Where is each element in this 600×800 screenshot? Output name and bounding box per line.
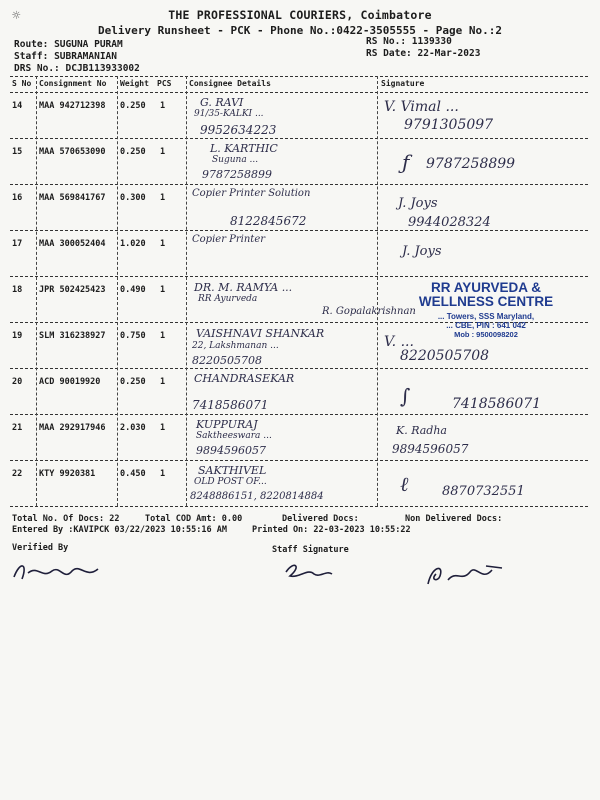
receiver-phone: 9894596057 bbox=[392, 442, 469, 456]
verified-by-signature-icon bbox=[8, 555, 108, 589]
consignee-name: SAKTHIVEL bbox=[198, 464, 267, 477]
consignee-phone: 9894596057 bbox=[196, 444, 266, 457]
row-consignment-no: MAA 300052404 bbox=[39, 239, 106, 249]
consignee-address: Saktheeswara ... bbox=[196, 431, 272, 441]
receiver-phone: 8870732551 bbox=[442, 484, 525, 499]
column-divider bbox=[117, 76, 118, 506]
row-consignment-no: KTY 9920381 bbox=[39, 469, 96, 479]
rs-date-label: RS Date: bbox=[366, 48, 412, 59]
signature-scribble-icon: ∫ bbox=[400, 384, 411, 408]
row-pcs: 1 bbox=[160, 147, 166, 157]
consignee-phone: 8248886151, 8220814884 bbox=[190, 491, 324, 502]
document-title: THE PROFESSIONAL COURIERS, Coimbatore bbox=[168, 8, 432, 22]
route-label: Route: bbox=[14, 39, 49, 50]
consignee-address: 91/35-KALKI ... bbox=[194, 109, 264, 119]
consignee-address: Suguna ... bbox=[212, 155, 259, 165]
column-header-consignee: Consignee Details bbox=[189, 79, 271, 88]
row-consignment-no: SLM 316238927 bbox=[39, 331, 106, 341]
stamp-line: Mob : 9500098202 bbox=[454, 330, 518, 339]
row-pcs: 1 bbox=[160, 423, 166, 433]
table-rule-top bbox=[10, 76, 588, 77]
staff-signature-label: Staff Signature bbox=[272, 545, 349, 555]
row-sno: 17 bbox=[12, 239, 23, 249]
route-value: SUGUNA PURAM bbox=[54, 39, 123, 50]
column-divider bbox=[186, 76, 187, 506]
stamp-line: WELLNESS CENTRE bbox=[418, 294, 554, 309]
receiver-phone: 8220505708 bbox=[400, 348, 490, 364]
column-header-sno: S No bbox=[12, 79, 32, 88]
row-pcs: 1 bbox=[160, 101, 166, 111]
receiver-phone: 9944028324 bbox=[408, 215, 491, 230]
row-pcs: 1 bbox=[160, 285, 166, 295]
row-consignment-no: MAA 942712398 bbox=[39, 101, 106, 111]
consignee-name: Copier Printer Solution bbox=[192, 188, 311, 199]
row-consignment-no: MAA 569841767 bbox=[39, 193, 106, 203]
row-pcs: 1 bbox=[160, 377, 166, 387]
receiver-phone: 9787258899 bbox=[426, 156, 516, 172]
row-sno: 22 bbox=[12, 469, 23, 479]
consignee-address: RR Ayurveda bbox=[198, 294, 258, 304]
stamp-line: RR AYURVEDA & bbox=[430, 280, 542, 295]
row-consignment-no: JPR 502425423 bbox=[39, 285, 106, 295]
non-delivered-docs: Non Delivered Docs: bbox=[405, 514, 503, 524]
column-header-pcs: PCS bbox=[157, 79, 172, 88]
row-pcs: 1 bbox=[160, 239, 166, 249]
consignee-address: OLD POST OF... bbox=[194, 477, 267, 487]
entered-by: Entered By :KAVIPCK 03/22/2023 10:55:16 AM bbox=[12, 525, 227, 535]
consignee-name: G. RAVI bbox=[200, 96, 244, 109]
row-consignment-no: MAA 570653090 bbox=[39, 147, 106, 157]
row-sno: 15 bbox=[12, 147, 23, 157]
receiver-signature-name: J. Joys bbox=[398, 196, 438, 211]
row-weight: 0.300 bbox=[120, 193, 146, 203]
row-weight: 0.750 bbox=[120, 331, 146, 341]
rs-no-label: RS No.: bbox=[366, 36, 407, 47]
staff-value: SUBRAMANIAN bbox=[54, 51, 117, 62]
row-sno: 18 bbox=[12, 285, 23, 295]
column-header-consignment: Consignment No bbox=[39, 79, 107, 88]
consignee-name: DR. M. RAMYA ... bbox=[194, 281, 293, 294]
receiver-signature-name: R. Gopalakrishnan bbox=[322, 306, 416, 317]
total-docs: Total No. Of Docs: 22 bbox=[12, 514, 120, 524]
receiver-counter-signature-icon bbox=[422, 558, 512, 592]
table-rule bbox=[10, 276, 588, 277]
column-divider bbox=[377, 76, 378, 506]
table-rule bbox=[10, 460, 588, 461]
row-pcs: 1 bbox=[160, 331, 166, 341]
consignee-address: 22, Lakshmanan ... bbox=[192, 341, 279, 351]
receiver-phone: 9791305097 bbox=[404, 117, 494, 133]
row-weight: 1.020 bbox=[120, 239, 146, 249]
table-rule-header bbox=[10, 92, 588, 93]
row-sno: 16 bbox=[12, 193, 23, 203]
row-weight: 0.490 bbox=[120, 285, 146, 295]
column-header-signature: Signature bbox=[381, 79, 425, 88]
stamp-line: ... CBE, PIN : 641 042 bbox=[446, 321, 526, 330]
column-header-weight: Weight bbox=[120, 79, 149, 88]
table-rule bbox=[10, 230, 588, 231]
consignee-name: CHANDRASEKAR bbox=[194, 372, 295, 385]
table-rule bbox=[10, 414, 588, 415]
row-sno: 14 bbox=[12, 101, 23, 111]
receiver-signature-name: J. Joys bbox=[402, 244, 442, 259]
row-sno: 20 bbox=[12, 377, 23, 387]
row-pcs: 1 bbox=[160, 193, 166, 203]
row-weight: 0.250 bbox=[120, 101, 146, 111]
runsheet-meta-right bbox=[366, 36, 480, 60]
consignee-name: VAISHNAVI SHANKAR bbox=[196, 327, 325, 340]
receiver-signature-name: V. ... bbox=[384, 334, 414, 350]
consignee-name: L. KARTHIC bbox=[210, 142, 278, 155]
staff-signature-icon bbox=[278, 556, 338, 584]
column-divider bbox=[36, 76, 37, 506]
row-consignment-no: MAA 292917946 bbox=[39, 423, 106, 433]
row-pcs: 1 bbox=[160, 469, 166, 479]
row-sno: 19 bbox=[12, 331, 23, 341]
row-weight: 2.030 bbox=[120, 423, 146, 433]
receiver-phone: 7418586071 bbox=[452, 396, 542, 412]
verified-by-label: Verified By bbox=[12, 543, 69, 553]
signature-scribble-icon: ƒ bbox=[402, 150, 410, 174]
printed-on: Printed On: 22-03-2023 10:55:22 bbox=[252, 525, 411, 535]
row-weight: 0.450 bbox=[120, 469, 146, 479]
delivered-docs: Delivered Docs: bbox=[282, 514, 359, 524]
rs-date-value: 22-Mar-2023 bbox=[417, 48, 481, 59]
row-weight: 0.250 bbox=[120, 147, 146, 157]
consignee-phone: 9787258899 bbox=[202, 168, 272, 181]
consignee-phone: 9952634223 bbox=[200, 123, 277, 137]
consignee-name: Copier Printer bbox=[192, 234, 266, 245]
consignee-phone: 8220505708 bbox=[192, 354, 262, 367]
consignee-phone: 7418586071 bbox=[192, 398, 269, 412]
courier-logo-icon: ☼ bbox=[12, 8, 21, 24]
row-weight: 0.250 bbox=[120, 377, 146, 387]
table-rule bbox=[10, 184, 588, 185]
row-consignment-no: ACD 90019920 bbox=[39, 377, 101, 387]
drs-value: DCJB113933002 bbox=[65, 63, 140, 74]
runsheet-meta-left bbox=[14, 39, 140, 75]
document-subtitle: Delivery Runsheet - PCK - Phone No.:0422-3505555 - Page No.:2 bbox=[98, 24, 502, 37]
rs-no-value: 1139330 bbox=[411, 36, 452, 47]
signature-scribble-icon: ℓ bbox=[400, 472, 409, 496]
table-rule-bottom bbox=[10, 506, 588, 507]
receiver-signature-name: K. Radha bbox=[396, 424, 447, 437]
drs-label: DRS No.: bbox=[14, 63, 60, 74]
stamp-line: ... Towers, SSS Maryland, bbox=[437, 312, 535, 321]
consignee-phone: 8122845672 bbox=[230, 214, 307, 228]
consignee-name: KUPPURAJ bbox=[196, 418, 258, 431]
staff-label: Staff: bbox=[14, 51, 49, 62]
receiver-signature-name: V. Vimal ... bbox=[384, 99, 459, 115]
table-rule bbox=[10, 138, 588, 139]
total-cod-amount: Total COD Amt: 0.00 bbox=[145, 514, 243, 524]
row-sno: 21 bbox=[12, 423, 23, 433]
